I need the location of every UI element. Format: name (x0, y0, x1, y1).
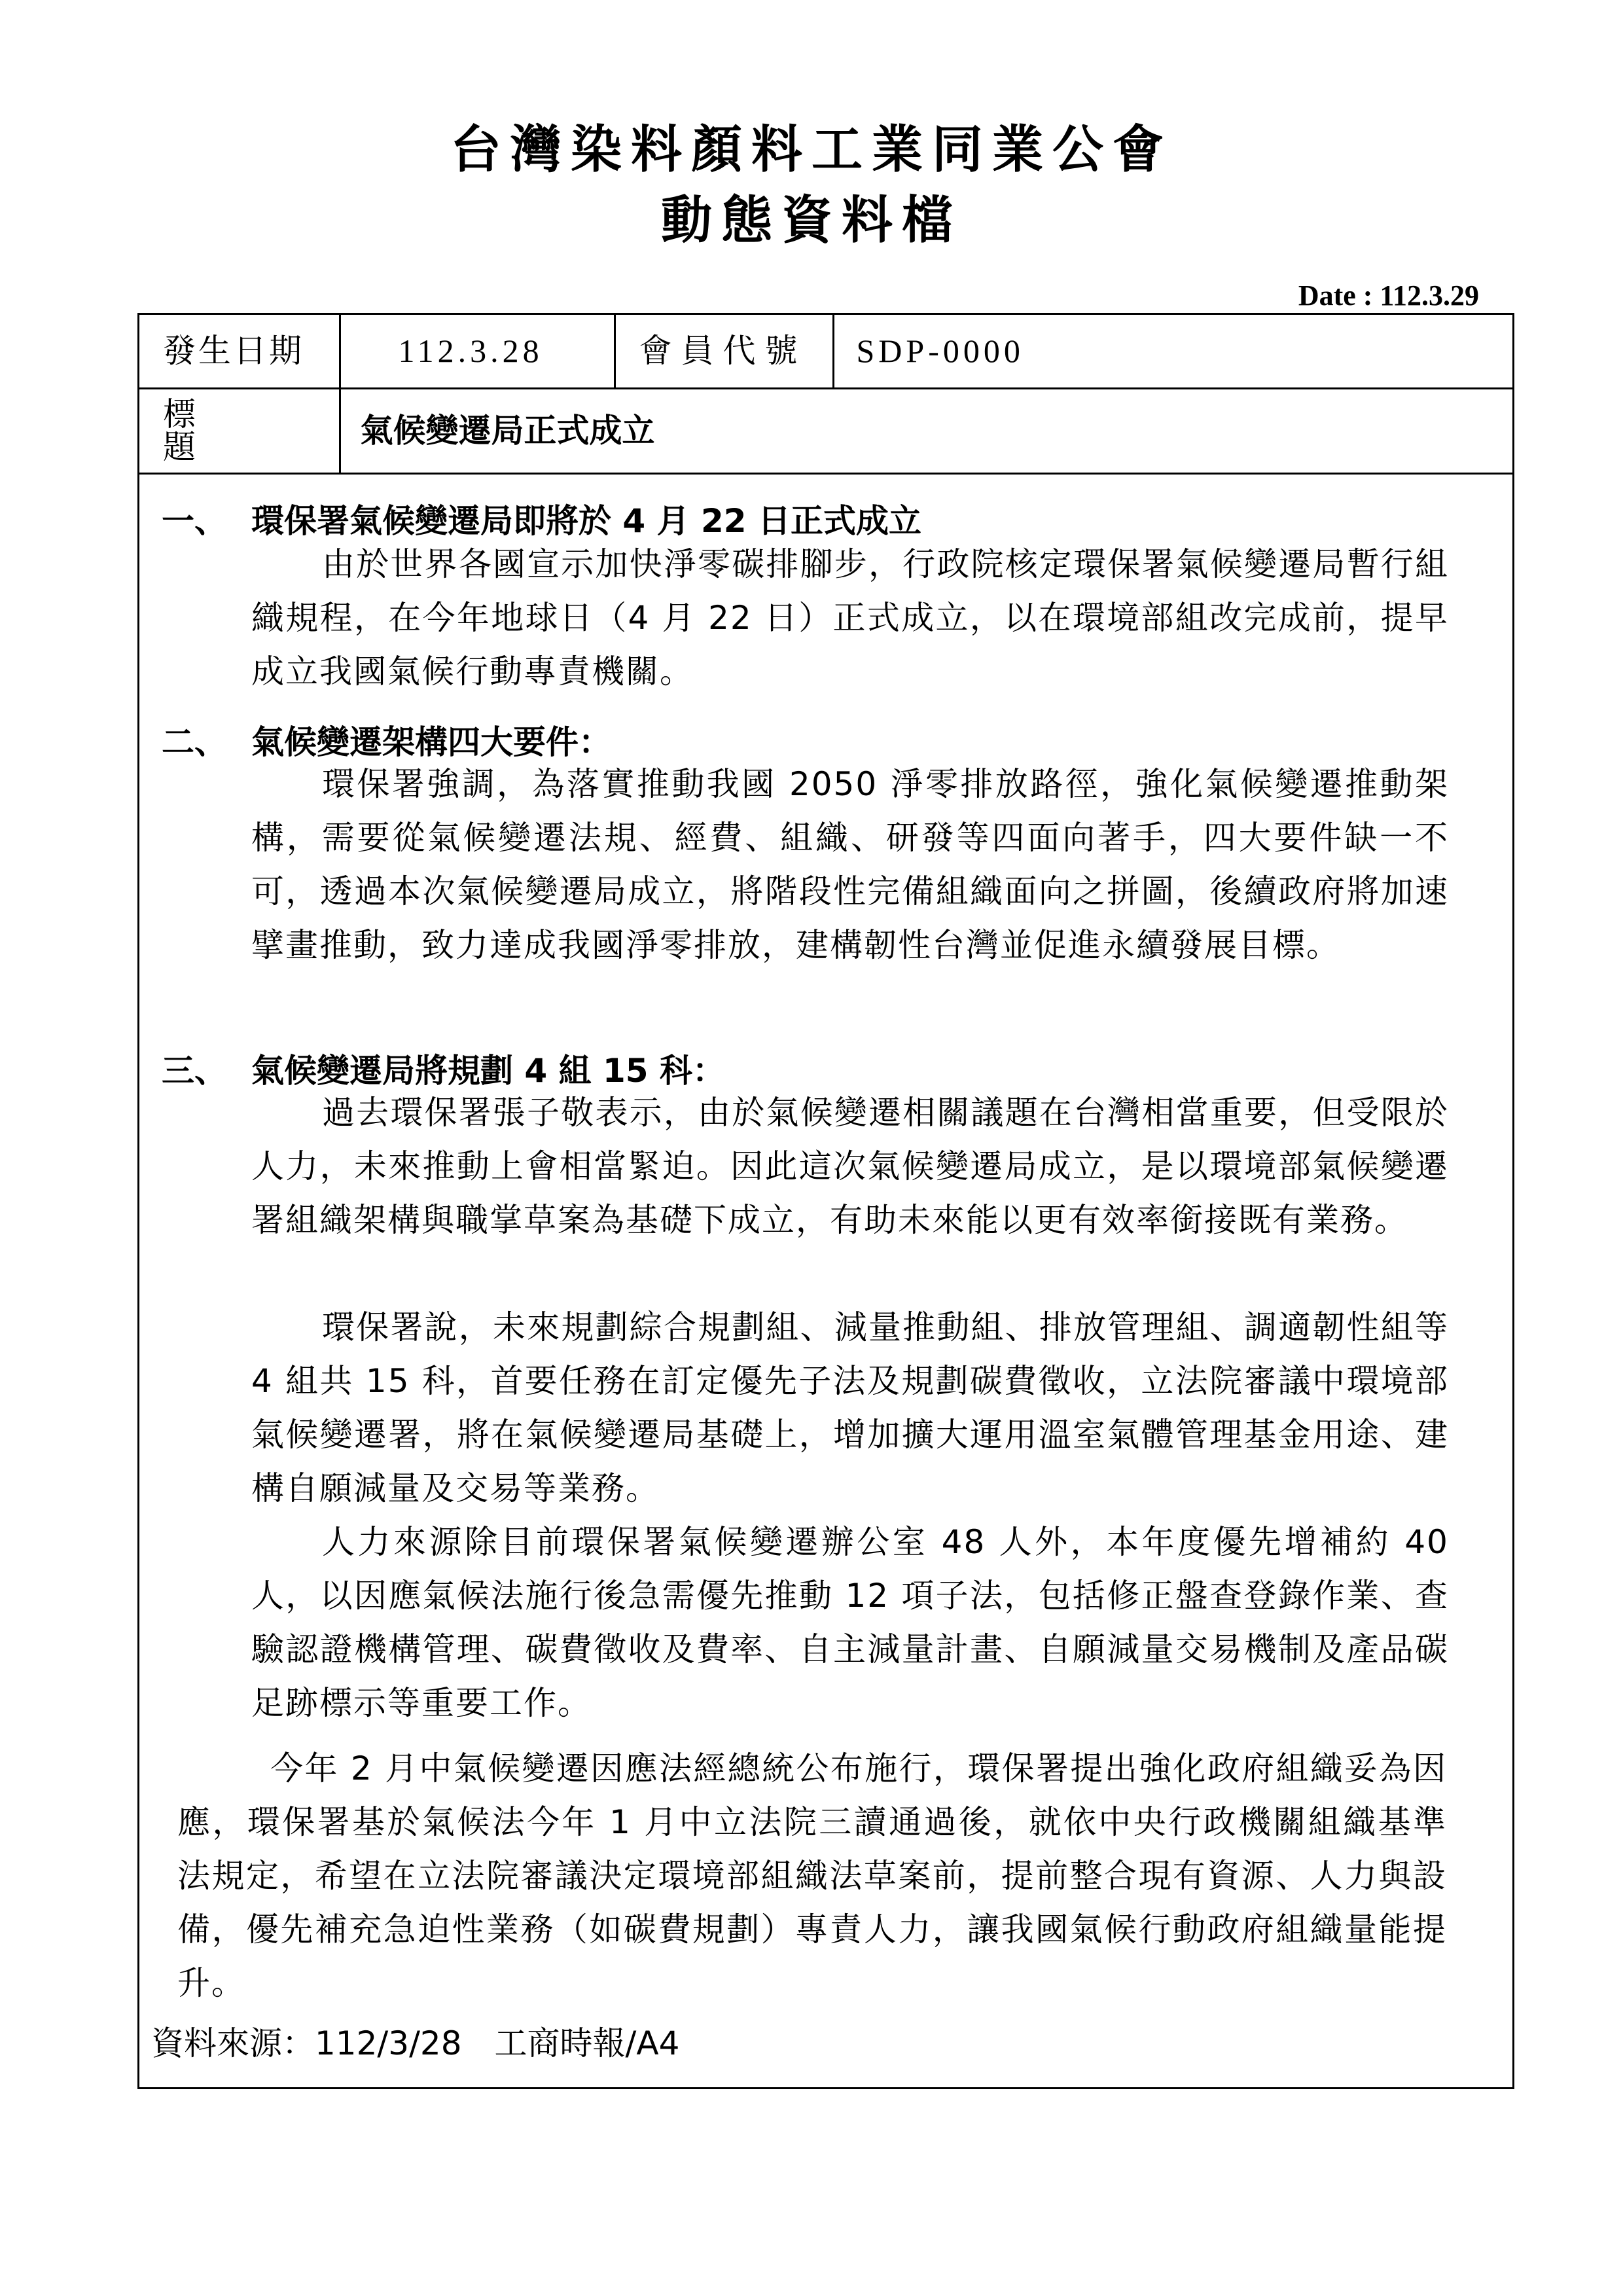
section-1-heading (162, 502, 921, 540)
document-frame (137, 313, 1514, 2089)
section-2-title: 氣候變遷架構四大要件： (251, 723, 611, 761)
page-title-line-2: 動態資料檔 (660, 191, 962, 250)
section-2-paragraph: 環保署強調，為落實推動我國 2050 淨零排放路徑，強化氣候變遷推動架構，需要從氣候變遷法規、經費、組織、研發等四面向著手，四大要件缺一不可，透過本次氣候變遷局成立，將階段性完備組織面向之拼圖，後續政府將加速擘畫推動，致力達成我國淨零排放，建構韌性台灣並促進永續發展目標。 (251, 765, 1449, 964)
section-3-heading (162, 1052, 725, 1090)
section-3-paragraph-3: 人力來源除目前環保署氣候變遷辦公室 48 人外，本年度優先增補約 40 人，以因應氣候法施行後急需優先推動 12 項子法，包括修正盤查登錄作業、查驗認證機構管理、碳費徵收及費率、自主減量計畫、自願減量交易機制及產品碳足跡標示等重要工作。 (251, 1523, 1449, 1722)
closing-paragraph: 今年 2 月中氣候變遷因應法經總統公布施行，環保署提出強化政府組織妥為因應，環保署基於氣候法今年 1 月中立法院三讀通過後，就依中央行政機關組織基準法規定，希望在立法院審議決定環境部組織法草案前，提前整合現有資源、人力與設備，優先補充急迫性業務（如碳費規劃）專責人力，讓我國氣候行動政府組織量能提升。 (177, 1749, 1447, 2002)
section-3-number: 三、 (162, 1052, 227, 1090)
section-3-paragraph-1: 過去環保署張子敬表示，由於氣候變遷相關議題在台灣相當重要，但受限於人力，未來推動上會相當緊迫。因此這次氣候變遷局成立，是以環境部氣候變遷署組織架構與職掌草案為基礎下成立，有助未來能以更有效率銜接既有業務。 (251, 1094, 1449, 1239)
subject-label: 標題 (139, 388, 340, 473)
section-2-heading (162, 723, 611, 761)
occur-date-value: 112.3.28 (340, 315, 615, 388)
section-1-paragraph: 由於世界各國宣示加快淨零碳排腳步，行政院核定環保署氣候變遷局暫行組織規程，在今年地球日（4 月 22 日）正式成立，以在環境部組改完成前，提早成立我國氣候行動專責機關。 (251, 545, 1449, 691)
document-date: Date : 112.3.29 (1298, 279, 1479, 312)
member-code-value: SDP-0000 (833, 315, 1512, 388)
page-title-line-1: 台灣染料顏料工業同業公會 (450, 120, 1173, 179)
section-1-title: 環保署氣候變遷局即將於 4 月 22 日正式成立 (251, 502, 921, 540)
occur-date-label: 發生日期 (139, 315, 340, 388)
member-code-label: 會員代號 (615, 315, 833, 388)
info-table (139, 315, 1512, 475)
section-2-number: 二、 (162, 723, 227, 761)
section-3-paragraph-2: 環保署說，未來規劃綜合規劃組、減量推動組、排放管理組、調適韌性組等 4 組共 15 科，首要任務在訂定優先子法及規劃碳費徵收，立法院審議中環境部氣候變遷署，將在氣候變遷局基礎上，增加擴大運用溫室氣體管理基金用途、建構自願減量及交易等業務。 (251, 1308, 1449, 1507)
subject-value: 氣候變遷局正式成立 (340, 388, 1512, 473)
source-citation: 資料來源：112/3/28 工商時報/A4 (151, 2024, 680, 2062)
section-1-number: 一、 (162, 502, 227, 540)
section-3-title: 氣候變遷局將規劃 4 組 15 科： (251, 1052, 725, 1090)
